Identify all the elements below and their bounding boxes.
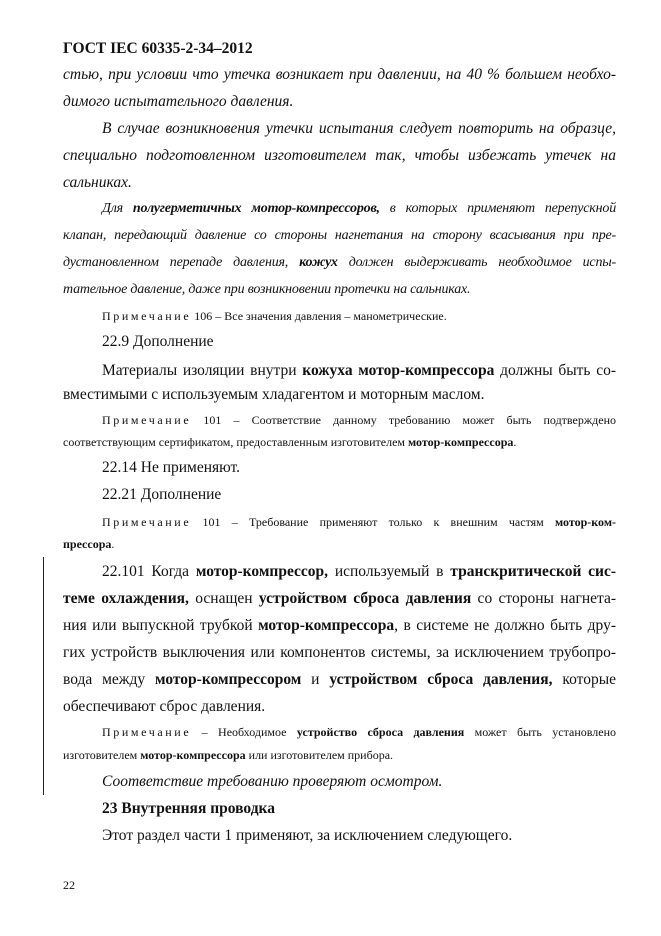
note-text-line: изготовителем мотор-компрессора или изготовителем прибора. (63, 748, 394, 762)
para-text-line: Для полугерметичных мотор-компрессоров, в которых применяют перепускной (102, 201, 616, 216)
term-bold: устройством сброса давления (258, 590, 472, 607)
para-text-line: стью, при условии что утечка возникает при давлении, на 40 % большем необхо- (63, 66, 616, 83)
para-text-line: специально подготовленном изготовителем так, чтобы избежать утечек на (63, 147, 616, 164)
term-bold: полугерметичных мотор-компрессоров, (132, 201, 380, 216)
section-22-14-title: 22.14 Не применяют. (102, 459, 241, 476)
para-text-line: ния или выпускной трубкой мотор-компрессора, в системе не должно быть дру- (63, 617, 616, 634)
para-text-line: 22.101 Когда мотор-компрессор, используемый в транскритической сис- (102, 563, 616, 580)
para-text-line: вода между мотор-компрессором и устройством сброса давления, которые (63, 671, 616, 688)
section-23-text: Этот раздел части 1 применяют, за исключением следующего. (102, 827, 513, 844)
term-bold: кожух (299, 255, 338, 270)
note-label: Примечание (102, 725, 192, 739)
document-header: ГОСТ IEC 60335-2-34–2012 (63, 40, 253, 57)
term-bold: мотор-компрессор, (195, 563, 329, 580)
note-label: Примечание (102, 515, 192, 529)
term-bold: кожуха мотор-компрессора (302, 362, 495, 379)
note-pressure-device: Примечание – Необходимое устройство сброса давления может быть установлено (102, 725, 616, 739)
term-bold: теме охлаждения, (63, 590, 189, 607)
section-22-21-title: 22.21 Дополнение (102, 486, 222, 503)
note-label: Примечание (102, 309, 192, 323)
para-text-line: тательное давление, даже при возникновении протечки на сальниках. (63, 282, 471, 297)
note-text-line: соответствующим сертификатом, предоставленным изготовителем мотор-компрессора. (63, 435, 517, 449)
note-101-b: Примечание 101 – Требование применяют только к внешним частям мотор-ком- (102, 515, 616, 529)
note-106: Примечание 106 – Все значения давления – манометрические. (102, 309, 447, 323)
term-bold: мотор-ком- (555, 515, 616, 529)
para-text-line: дустановленном перепаде давления, кожух должен выдерживать необходимое испы- (63, 255, 616, 270)
term-bold: мотор-компрессором (155, 671, 302, 688)
para-text-line: димого испытательного давления. (63, 93, 294, 110)
note-text-line: прессора. (63, 537, 115, 551)
term-bold: устройством сброса давления, (329, 671, 553, 688)
para-text-line: обеспечивают сброс давления. (63, 698, 266, 715)
term-bold: мотор-компрессора (258, 617, 395, 634)
term-bold: мотор-компрессора (408, 435, 514, 449)
term-bold: устройство сброса давления (296, 725, 465, 739)
para-text-line: вместимыми с используемым хладагентом и моторным маслом. (63, 386, 485, 403)
compliance-check: Соответствие требованию проверяют осмотром. (102, 773, 443, 790)
section-23-title: 23 Внутренняя проводка (102, 800, 275, 817)
para-text-line: Материалы изоляции внутри кожуха мотор-компрессора должны быть со- (102, 362, 616, 379)
note-101-a: Примечание 101 – Соответствие данному требованию может быть подтверждено (102, 413, 616, 427)
para-text-line: сальниках. (63, 174, 132, 191)
page-number: 22 (63, 878, 75, 892)
para-text-line: гих устройств выключения или компонентов системы, за исключением трубопро- (63, 644, 616, 661)
note-label: Примечание (102, 413, 192, 427)
para-text-line: клапан, передающий давление со стороны нагнетания на сторону всасывания при пре- (63, 228, 616, 243)
para-text-line: теме охлаждения, оснащен устройством сброса давления со стороны нагнета- (63, 590, 616, 607)
change-bar (43, 557, 44, 795)
term-bold: прессора (63, 537, 112, 551)
section-22-9-title: 22.9 Дополнение (102, 333, 214, 350)
term-bold: транскритической сис- (450, 563, 616, 580)
para-text-line: В случае возникновения утечки испытания следует повторить на образце, (102, 120, 616, 137)
term-bold: мотор-компрессора (140, 748, 246, 762)
